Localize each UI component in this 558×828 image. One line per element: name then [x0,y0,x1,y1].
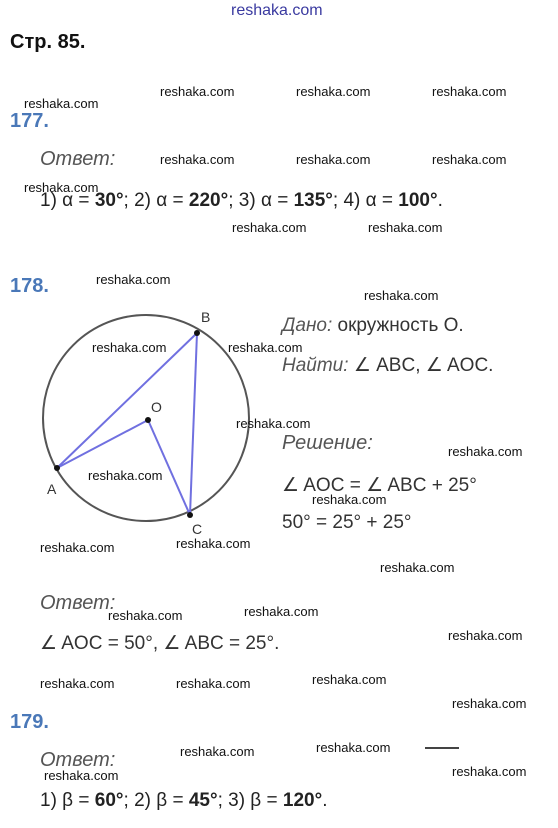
problem-179-number: 179. [10,711,49,733]
point-a [54,465,60,471]
watermark: reshaka.com [448,444,523,459]
watermark: reshaka.com [364,288,439,303]
watermark: reshaka.com [368,220,443,235]
equation-2: 50° = 25° + 25° [282,512,412,533]
watermark: reshaka.com [432,84,507,99]
watermark: reshaka.com [232,220,307,235]
label-a: A [47,481,57,497]
site-link[interactable]: reshaka.com [231,2,323,19]
watermark: reshaka.com [24,180,99,195]
watermark: reshaka.com [380,560,455,575]
watermark: reshaka.com [236,416,311,431]
watermark: reshaka.com [296,152,371,167]
problem-177-answer-label: Ответ: [40,148,116,170]
given-text: окружность О. [337,315,464,336]
radius-oa [57,420,148,468]
watermark: reshaka.com [44,768,119,783]
given-label: Дано: [282,315,333,336]
watermark: reshaka.com [296,84,371,99]
watermark: reshaka.com [160,152,235,167]
point-b [194,330,200,336]
watermark: reshaka.com [88,468,163,483]
watermark: reshaka.com [24,96,99,111]
equation-1: ∠ AOC = ∠ ABC + 25° [282,475,477,496]
stray-mark [425,747,459,749]
watermark: reshaka.com [160,84,235,99]
answer-item: 2) α = 220°; [134,190,239,211]
watermark: reshaka.com [312,672,387,687]
watermark: reshaka.com [316,740,391,755]
page-title: Стр. 85. [10,31,86,53]
problem-177-answer [40,190,443,212]
find-label: Найти: [282,355,349,376]
answer-item: 1) α = 30°; [40,190,135,211]
watermark: reshaka.com [108,608,183,623]
watermark: reshaka.com [40,676,115,691]
problem-179-answer-label: Ответ: [40,749,116,771]
answer-item: 1) β = 60°; [40,790,135,811]
watermark: reshaka.com [452,764,527,779]
problem-178-answer-label: Ответ: [40,592,116,614]
find-text: ∠ ABC, ∠ AOC. [353,355,494,376]
watermark: reshaka.com [448,628,523,643]
problem-177-number: 177. [10,110,49,132]
problem-179-answer [40,790,327,812]
watermark: reshaka.com [40,540,115,555]
answer-item: 3) β = 120°. [228,790,328,811]
watermark: reshaka.com [96,272,171,287]
watermark: reshaka.com [176,676,251,691]
label-b: B [201,309,211,325]
watermark: reshaka.com [432,152,507,167]
answer-item: 3) α = 135°; [238,190,344,211]
watermark: reshaka.com [176,536,251,551]
watermark: reshaka.com [312,492,387,507]
watermark: reshaka.com [244,604,319,619]
answer-item: 4) α = 100°. [343,190,443,211]
label-c: C [192,521,203,537]
problem-178-answer: ∠ AOC = 50°, ∠ ABC = 25°. [40,633,280,654]
problem-178-number: 178. [10,275,49,297]
chord-bc [190,333,197,515]
point-o [145,417,151,423]
watermark: reshaka.com [92,340,167,355]
solution-label: Решение: [282,432,373,454]
watermark: reshaka.com [180,744,255,759]
label-o: O [151,399,162,415]
answer-item: 2) β = 45°; [134,790,229,811]
given-line [282,315,464,337]
circle-figure [0,295,270,545]
find-line [282,354,493,377]
watermark: reshaka.com [228,340,303,355]
point-c [187,512,193,518]
watermark: reshaka.com [452,696,527,711]
